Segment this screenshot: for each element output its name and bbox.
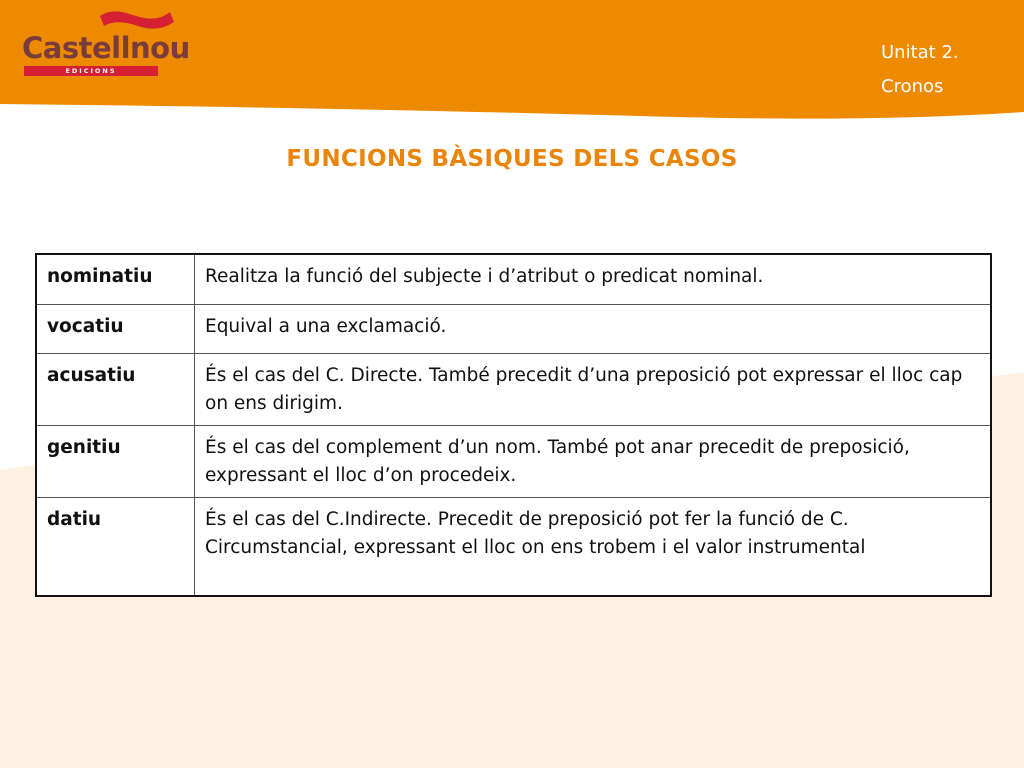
brand-subtitle: EDICIONS [24, 66, 158, 76]
case-name: nominatiu [36, 254, 195, 305]
unit-title [881, 36, 959, 104]
table-row [36, 305, 991, 354]
case-name: vocatiu [36, 305, 195, 354]
cases-table [35, 253, 992, 597]
case-description: És el cas del C. Directe. També precedit d’una preposició pot expressar el lloc cap on ens dirigim. [195, 354, 992, 426]
case-name: datiu [36, 498, 195, 597]
case-description: Equival a una exclamació. [195, 305, 992, 354]
case-name: acusatiu [36, 354, 195, 426]
case-description: És el cas del complement d’un nom. També pot anar precedit de preposició, expressant el lloc d’on procedeix. [195, 426, 992, 498]
case-description: És el cas del C.Indirecte. Precedit de preposició pot fer la funció de C. Circumstancial, expressant el lloc on ens trobem i el valor instrumental [195, 498, 992, 597]
castellnou-logo [22, 8, 190, 78]
unit-name: Cronos [881, 76, 944, 97]
case-name: genitiu [36, 426, 195, 498]
table-row [36, 254, 991, 305]
unit-number: Unitat 2. [881, 42, 959, 63]
table-row [36, 426, 991, 498]
table-row [36, 354, 991, 426]
brand-name: Castellnou [22, 31, 190, 65]
page-title: FUNCIONS BÀSIQUES DELS CASOS [286, 146, 738, 172]
table-row [36, 498, 991, 597]
case-description: Realitza la funció del subjecte i d’atribut o predicat nominal. [195, 254, 992, 305]
